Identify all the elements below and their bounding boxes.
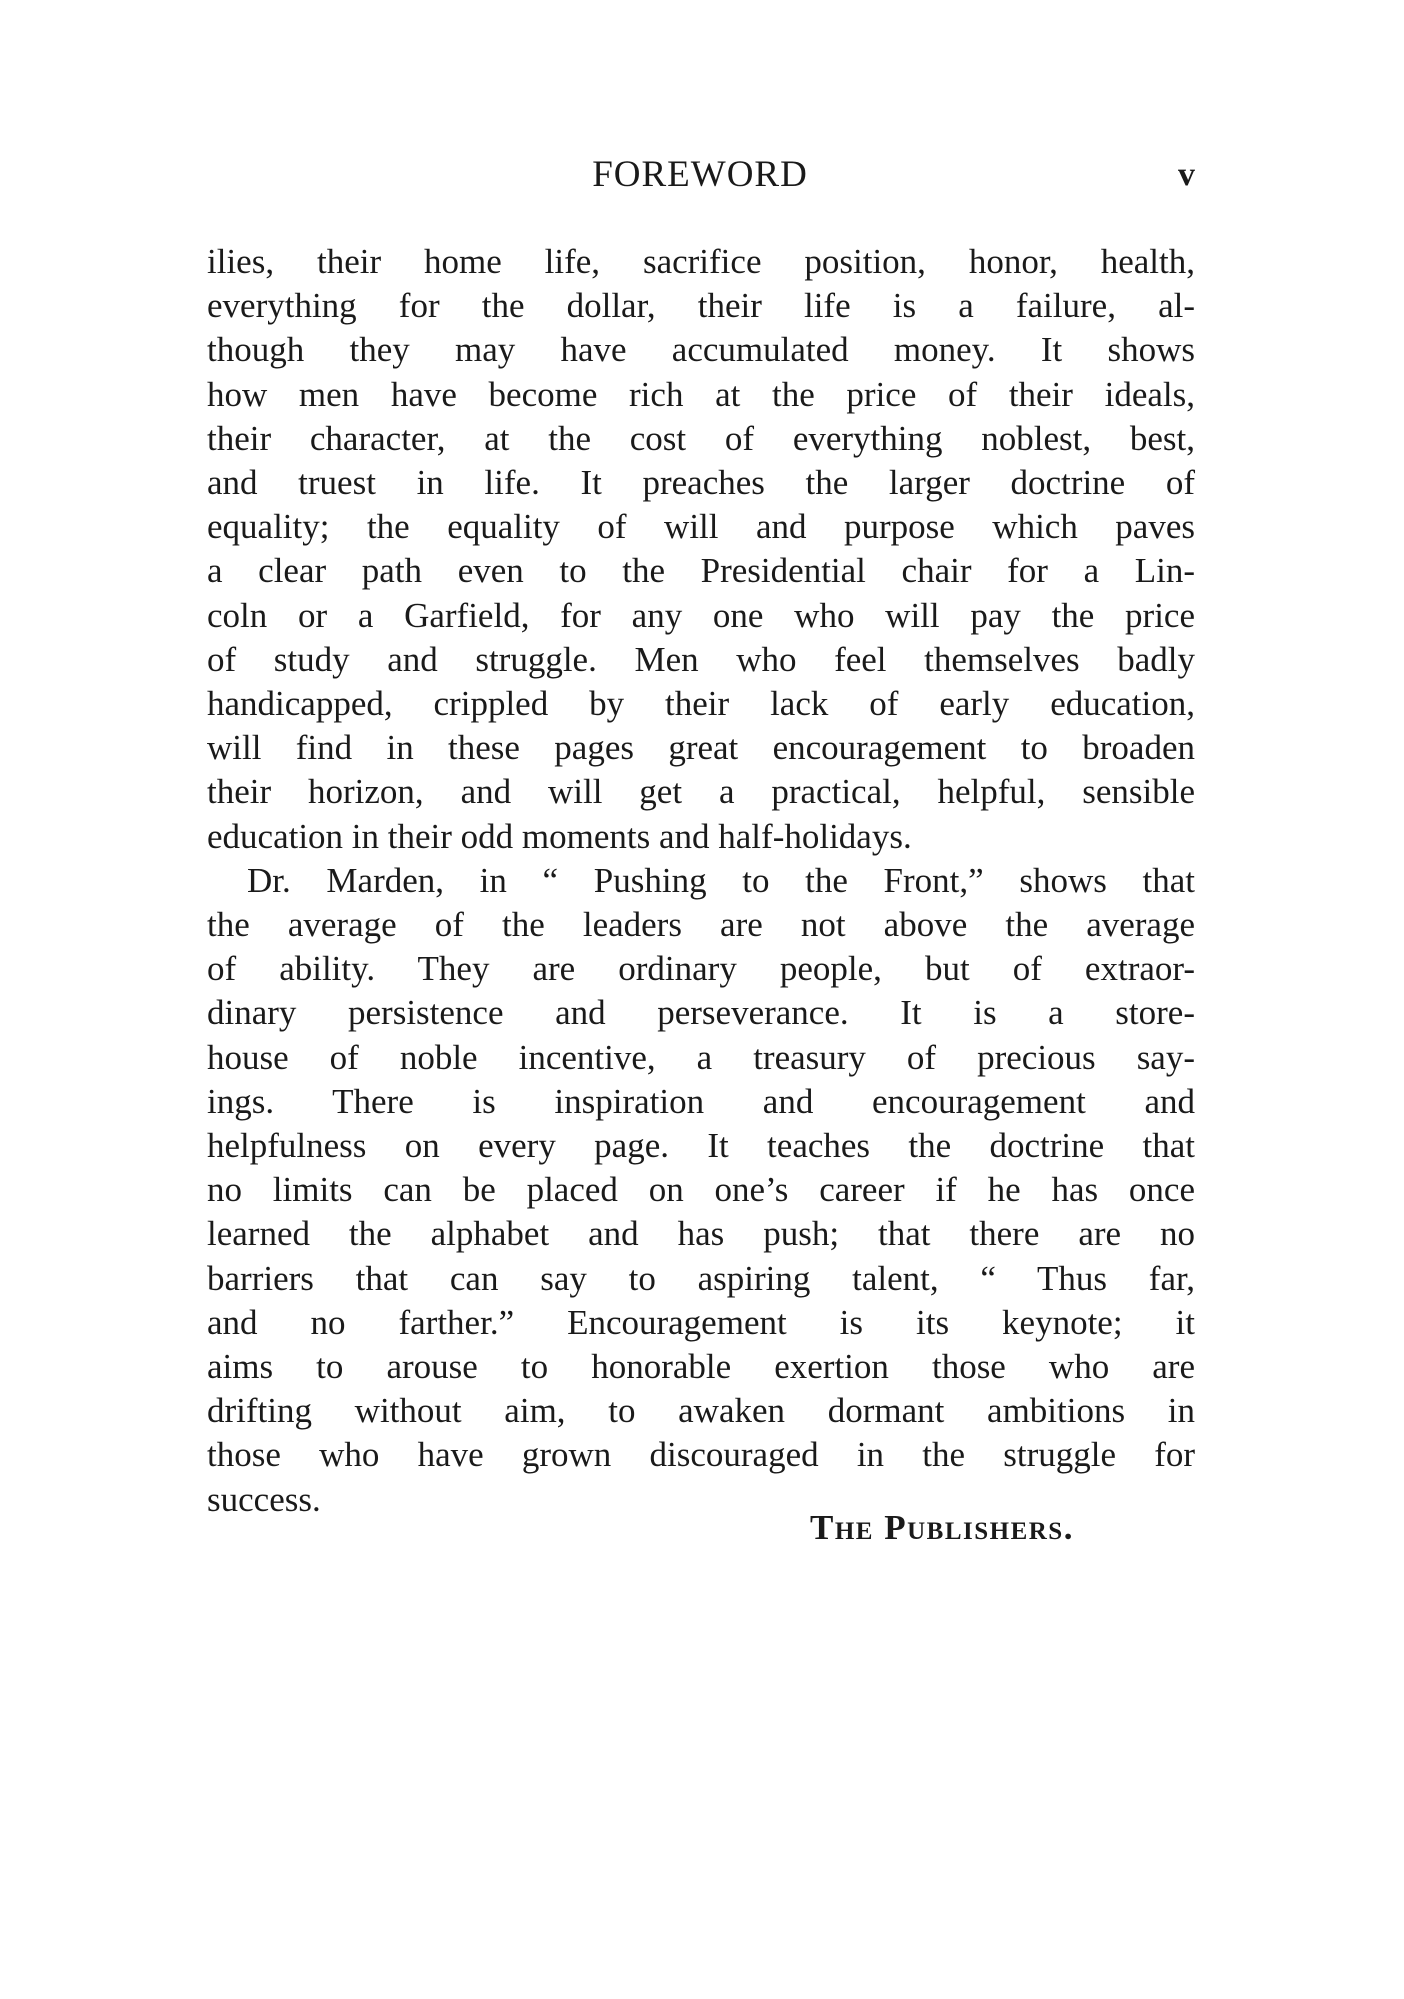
text-line: house of noble incentive, a treasury of precious say-: [207, 1037, 1195, 1077]
page-title: FOREWORD: [592, 154, 808, 195]
text-line: and truest in life. It preaches the larger doctrine of: [207, 463, 1195, 503]
text-line: a clear path even to the Presidential chair for a Lin-: [207, 551, 1195, 591]
text-line: those who have grown discouraged in the struggle for: [207, 1435, 1195, 1475]
paragraph-2: [207, 859, 1195, 1522]
text-line: education in their odd moments and half-holidays.: [207, 816, 912, 856]
text-line: their horizon, and will get a practical, helpful, sensible: [207, 772, 1195, 812]
running-head: [205, 150, 1195, 200]
text-line: and no farther.” Encouragement is its keynote; it: [207, 1302, 1195, 1342]
text-line: ilies, their home life, sacrifice position, honor, health,: [207, 242, 1195, 281]
text-line: success.: [207, 1479, 321, 1519]
paragraph-1: [207, 240, 1195, 859]
body-text: [207, 240, 1195, 1522]
text-line: everything for the dollar, their life is a failure, al-: [207, 286, 1195, 326]
text-line: how men have become rich at the price of their ideals,: [207, 374, 1195, 414]
text-line: drifting without aim, to awaken dormant ambitions in: [207, 1391, 1195, 1431]
text-line: Dr. Marden, in “ Pushing to the Front,” shows that: [247, 860, 1195, 900]
text-line: helpfulness on every page. It teaches the doctrine that: [207, 1126, 1195, 1166]
text-line: of study and struggle. Men who feel themselves badly: [207, 639, 1195, 679]
text-line: though they may have accumulated money. It shows: [207, 330, 1195, 370]
text-line: aims to arouse to honorable exertion those who are: [207, 1347, 1195, 1387]
text-line: ings. There is inspiration and encouragement and: [207, 1081, 1195, 1121]
text-line: dinary persistence and perseverance. It is a store-: [207, 993, 1195, 1033]
text-line: handicapped, crippled by their lack of early education,: [207, 684, 1195, 724]
text-line: will find in these pages great encouragement to broaden: [207, 728, 1195, 768]
text-line: their character, at the cost of everything noblest, best,: [207, 418, 1195, 458]
signature: The Publishers.: [810, 1508, 1074, 1547]
page-number: v: [1178, 156, 1195, 193]
text-line: of ability. They are ordinary people, but of extraor-: [207, 949, 1195, 989]
text-line: no limits can be placed on one’s career if he has once: [207, 1170, 1195, 1210]
text-line: barriers that can say to aspiring talent, “ Thus far,: [207, 1258, 1195, 1298]
text-line: the average of the leaders are not above the average: [207, 905, 1195, 945]
text-line: equality; the equality of will and purpose which paves: [207, 507, 1195, 547]
text-line: coln or a Garfield, for any one who will pay the price: [207, 595, 1195, 635]
text-line: learned the alphabet and has push; that there are no: [207, 1214, 1195, 1254]
